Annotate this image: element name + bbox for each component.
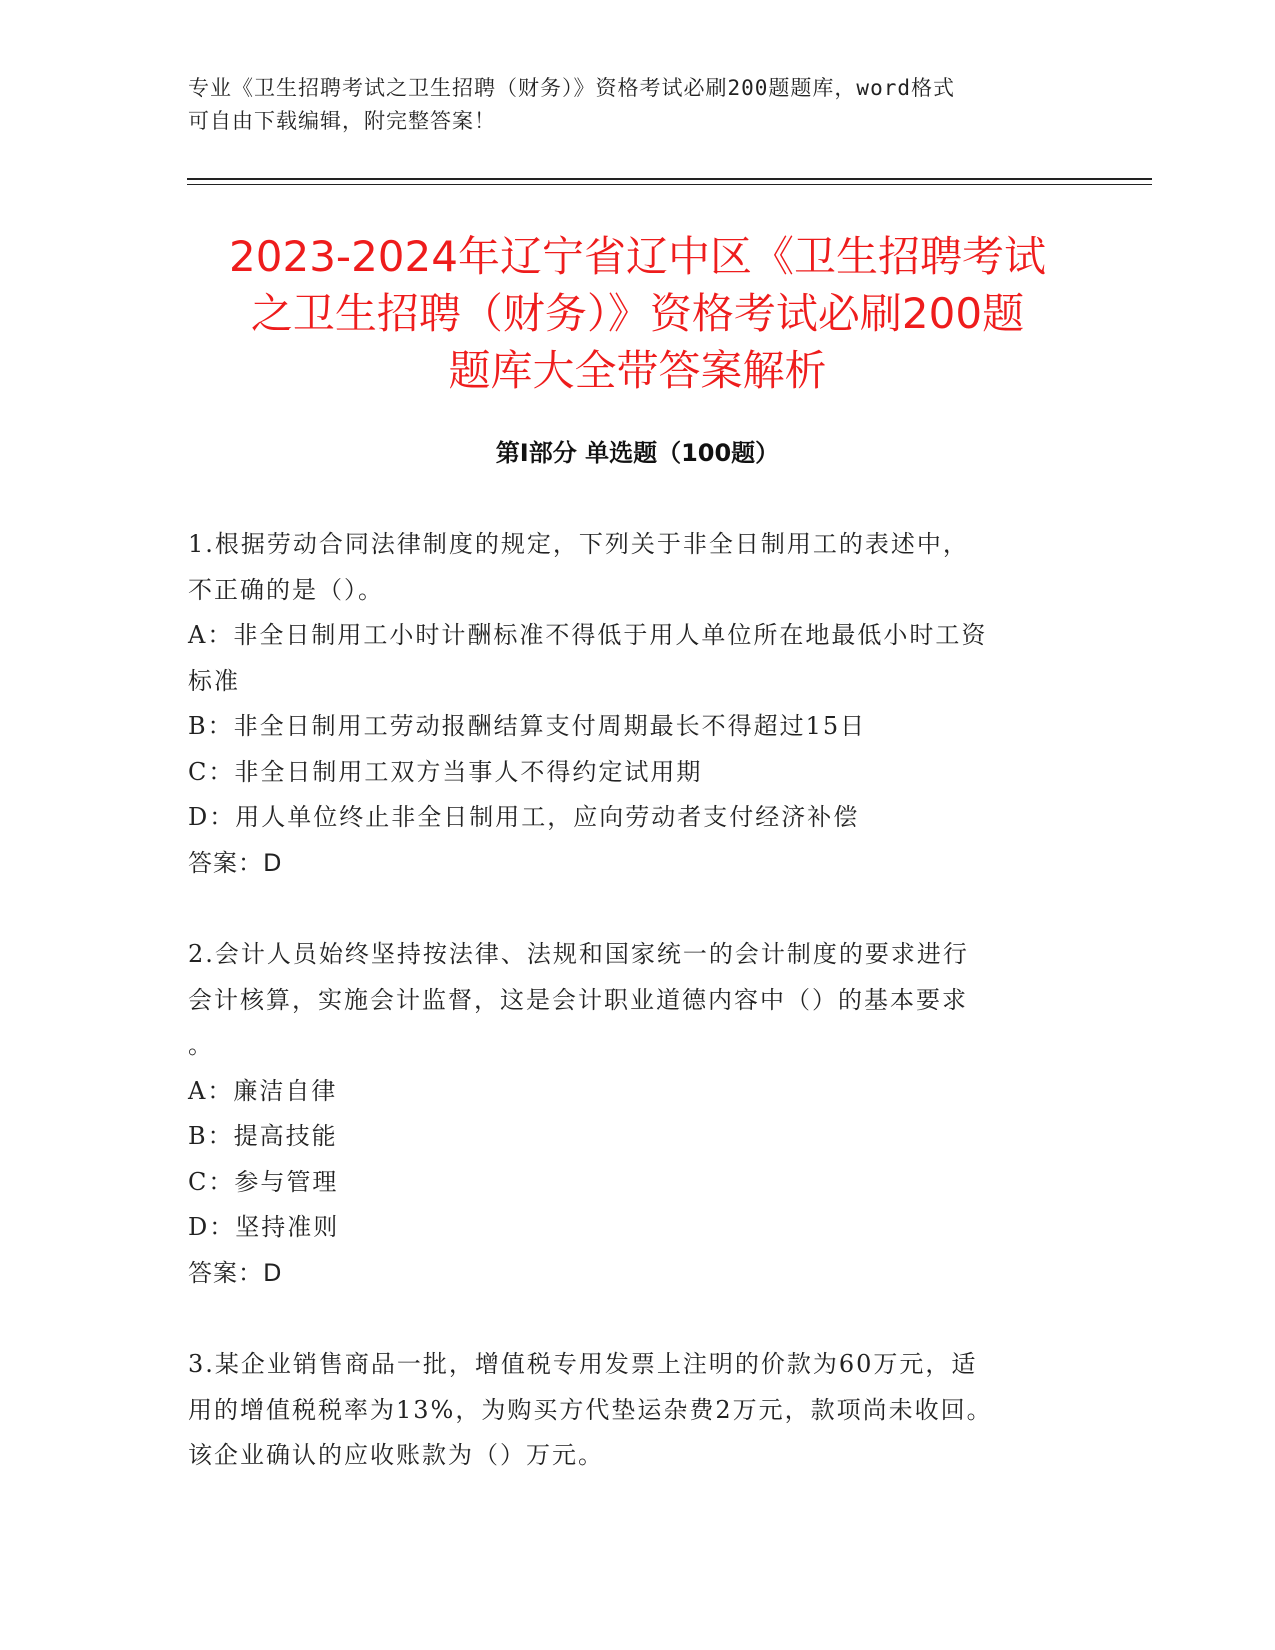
header-divider <box>187 184 1152 185</box>
question-stem: 会计核算，实施会计监督，这是会计职业道德内容中（）的基本要求 <box>188 985 968 1014</box>
option-a: 标准 <box>188 666 240 695</box>
question-stem: 1.根据劳动合同法律制度的规定，下列关于非全日制用工的表述中， <box>188 530 969 558</box>
question-stem: 3.某企业销售商品一批，增值税专用发票上注明的价款为60万元，适 <box>188 1350 978 1378</box>
option-a: A：廉洁自律 <box>188 1076 338 1105</box>
answer: 答案：D <box>188 848 283 877</box>
option-b: B：非全日制用工劳动报酬结算支付周期最长不得超过15日 <box>188 712 867 740</box>
option-d: D：用人单位终止非全日制用工，应向劳动者支付经济补偿 <box>188 803 860 831</box>
option-b: B：提高技能 <box>188 1122 338 1150</box>
question-list <box>188 522 1068 1525</box>
title-line: 之卫生招聘（财务）》资格考试必刷200题 <box>250 289 1025 338</box>
section-heading: 第Ⅰ部分 单选题（100题） <box>495 439 780 467</box>
question-stem: 用的增值税税率为13%，为购买方代垫运杂费2万元，款项尚未收回。 <box>188 1395 993 1424</box>
question-item <box>188 522 1068 886</box>
answer: 答案：D <box>188 1258 283 1287</box>
title-line: 题库大全带答案解析 <box>448 346 827 395</box>
option-d: D：坚持准则 <box>188 1213 340 1241</box>
question-item <box>188 932 1068 1296</box>
question-stem: 该企业确认的应收账款为（）万元。 <box>188 1441 604 1469</box>
question-item <box>188 1342 1068 1479</box>
option-c: C：参与管理 <box>188 1167 339 1196</box>
title-line: 2023-2024年辽宁省辽中区《卫生招聘考试 <box>229 232 1046 281</box>
option-a: A：非全日制用工小时计酬标准不得低于用人单位所在地最低小时工资 <box>188 621 988 649</box>
header-note-line: 可自由下载编辑，附完整答案！ <box>188 109 496 133</box>
header-note-line: 专业《卫生招聘考试之卫生招聘（财务）》资格考试必刷200题题库，word格式 <box>188 76 955 100</box>
header-divider <box>187 178 1152 180</box>
question-stem: 不正确的是（）。 <box>188 575 384 604</box>
header-note <box>188 72 1058 138</box>
question-stem: 2.会计人员始终坚持按法律、法规和国家统一的会计制度的要求进行 <box>188 940 969 968</box>
option-c: C：非全日制用工双方当事人不得约定试用期 <box>188 757 703 786</box>
question-stem: 。 <box>188 1031 214 1059</box>
document-title <box>150 228 1125 399</box>
